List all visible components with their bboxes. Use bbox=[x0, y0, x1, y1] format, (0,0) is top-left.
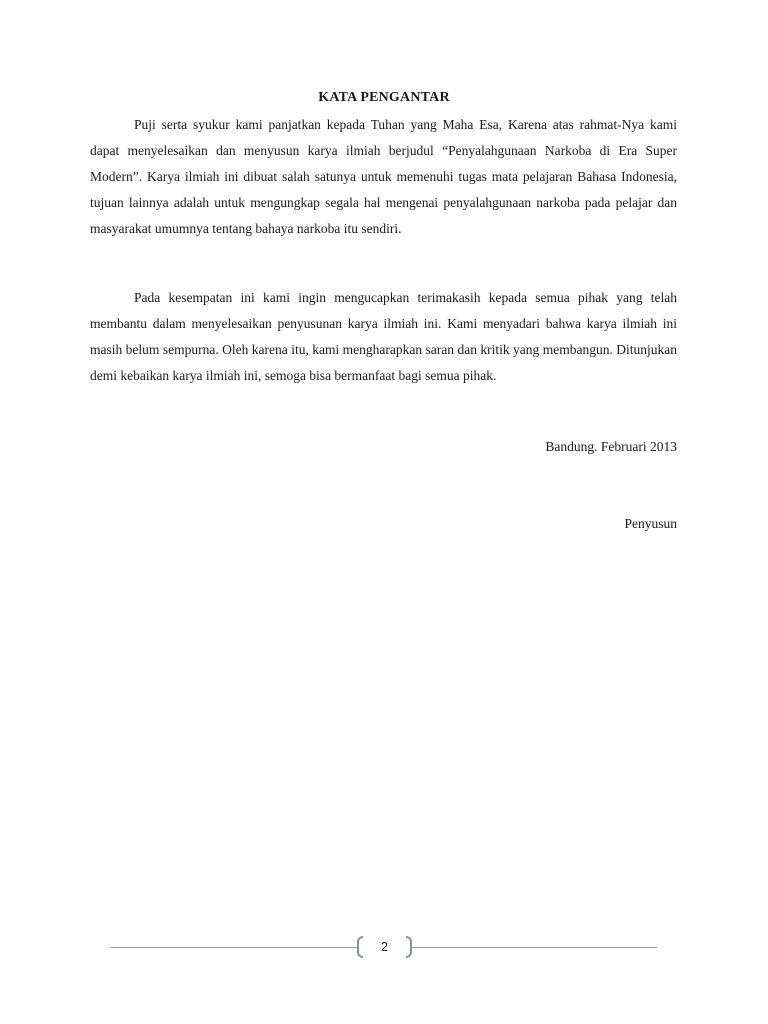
page-number: 2 bbox=[380, 939, 389, 954]
page-title: KATA PENGANTAR bbox=[318, 90, 450, 105]
paragraph-1: Puji serta syukur kami panjatkan kepada Tuhan yang Maha Esa, Karena atas rahmat-Nya kami dapat menyelesaikan dan menyusun karya ilmiah berjudul “Penyalahgunaan Narkoba di Era Super Modern”. Karya ilmiah ini dibuat salah satunya untuk memenuhi tugas mata pelajaran Bahasa Indonesia, tujuan lainnya adalah untuk mengungkap segala hal mengenai penyalahgunaan narkoba pada pelajar dan masyarakat umumnya tentang bahaya narkoba itu sendiri. bbox=[90, 117, 677, 236]
signer-label: Penyusun bbox=[624, 516, 677, 531]
footer-rule-left bbox=[110, 947, 357, 948]
footer-rule-right bbox=[412, 947, 657, 948]
place-date: Bandung. Februari 2013 bbox=[545, 439, 677, 454]
paragraph-2: Pada kesempatan ini kami ingin mengucapkan terimakasih kepada semua pihak yang telah membantu dalam menyelesaikan penyusunan karya ilmiah ini. Kami menyadari bahwa karya ilmiah ini masih belum sempurna. Oleh karena itu, kami mengharapkan saran dan kritik yang membangun. Ditunjukan demi kebaikan karya ilmiah ini, semoga bisa bermanfaat bagi semua pihak. bbox=[90, 290, 677, 383]
page-footer bbox=[110, 934, 657, 962]
